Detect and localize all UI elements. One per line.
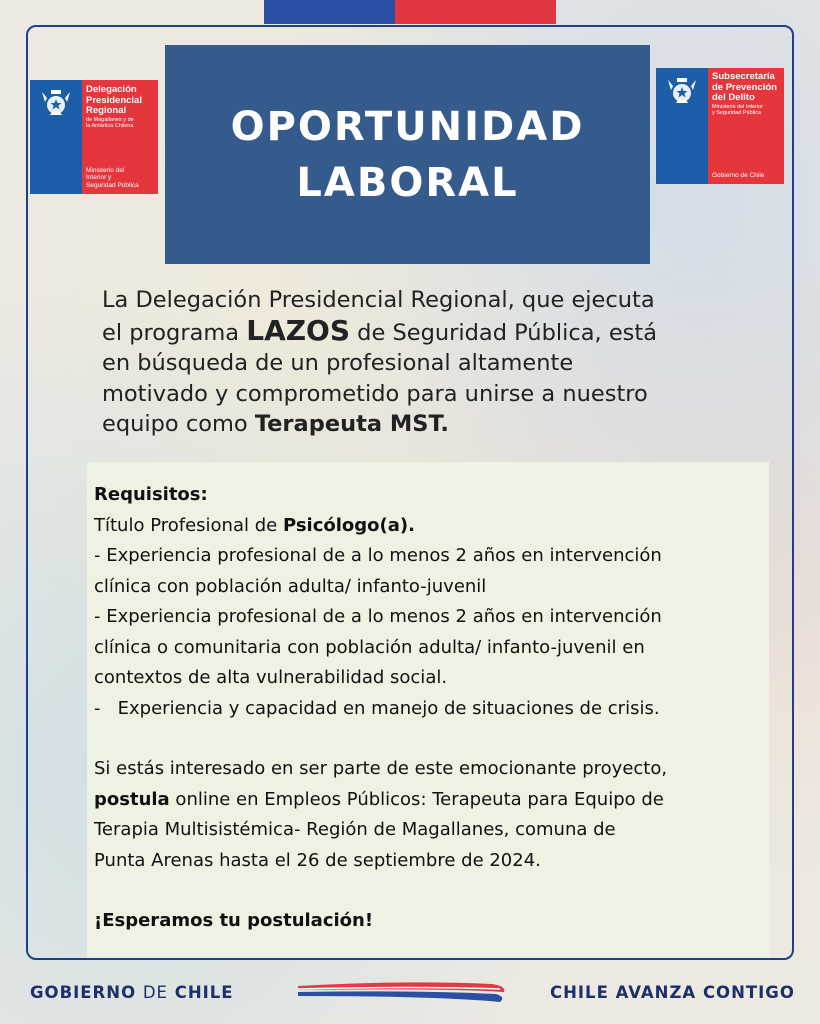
logo-subtitle-line: de Magallanes y de	[86, 116, 134, 123]
requirement-line: clínica o comunitaria con población adulta/ infanto-juvenil en	[94, 636, 645, 658]
spacer	[94, 876, 769, 906]
requirements-heading: Requisitos:	[94, 484, 208, 505]
intro-line	[102, 409, 742, 440]
intro-line: motivado y comprometido para unirse a nuestro	[102, 380, 648, 407]
requirement-line: clínica con población adulta/ infanto-juvenil	[94, 575, 487, 597]
logo-ministry-line: Seguridad Pública	[86, 181, 139, 189]
flag-blue-segment	[264, 0, 395, 24]
footer-word: CHILE	[167, 983, 234, 1002]
title-line-2: LABORAL	[296, 159, 519, 206]
footer-word: DE	[142, 983, 168, 1002]
closing-message: ¡Esperamos tu postulación!	[94, 910, 374, 931]
intro-text: equipo como	[102, 411, 255, 437]
title-line-1: OPORTUNIDAD	[230, 103, 585, 150]
footer-government-label	[30, 983, 234, 1002]
logo-title-line: de Prevención	[712, 81, 777, 93]
logo-ministry-line: Ministerio del	[86, 166, 125, 174]
logo-subtitle-line: la Antártica Chilena	[86, 123, 134, 129]
requirement-line: - Experiencia y capacidad en manejo de situaciones de crisis.	[94, 697, 660, 719]
logo-title-line: del Delito	[712, 92, 755, 103]
intro-text: el programa	[102, 319, 247, 346]
apply-text: online en Empleos Públicos: Terapeuta para Equipo de	[169, 788, 664, 810]
requirement-line	[94, 511, 769, 542]
logo-title-line: Subsecretaría	[712, 71, 775, 82]
flag-red-segment	[395, 0, 556, 24]
profession-name: Psicólogo(a).	[282, 514, 415, 536]
top-flag-bar	[264, 0, 556, 24]
logo-government-line: Gobierno de Chile	[712, 171, 765, 179]
logo-title-line: Delegación	[86, 84, 137, 95]
requirements-panel	[87, 462, 769, 958]
spacer	[94, 724, 769, 754]
flag-swoosh-icon	[296, 978, 508, 1004]
logo-red-panel	[82, 80, 158, 194]
intro-text: de Seguridad Pública, está	[350, 319, 657, 346]
program-name: LAZOS	[246, 313, 351, 347]
footer-word: GOBIERNO	[30, 983, 143, 1002]
chile-coat-of-arms-icon	[662, 76, 702, 106]
apply-line: Si estás interesado en ser parte de este emocionante proyecto,	[94, 758, 668, 779]
requirement-line: contextos de alta vulnerabilidad social.	[94, 667, 448, 688]
logo-subtitle-line: y Seguridad Pública	[712, 110, 761, 116]
logo-ministry-line: Interior y	[86, 174, 112, 181]
job-title: Terapeuta MST.	[254, 411, 449, 437]
intro-line	[102, 313, 742, 349]
intro-line: La Delegación Presidencial Regional, que ejecuta	[102, 287, 655, 313]
requirement-line: - Experiencia profesional de a lo menos 2 años en intervención	[94, 606, 662, 627]
subsecretaria-logo	[656, 68, 784, 184]
logo-blue-panel	[656, 68, 708, 184]
apply-line: Terapia Multisistémica- Región de Magallanes, comuna de	[94, 819, 616, 840]
intro-line: en búsqueda de un profesional altamente	[102, 350, 574, 376]
intro-paragraph	[102, 285, 742, 440]
logo-subtitle-line: Ministerio del Interior	[712, 103, 764, 110]
logo-blue-panel	[30, 80, 82, 194]
title-banner	[165, 45, 650, 264]
requirement-line: - Experiencia profesional de a lo menos 2 años en intervención	[94, 545, 662, 566]
logo-title-line: Presidencial	[86, 94, 142, 106]
footer-slogan: CHILE AVANZA CONTIGO	[550, 983, 795, 1002]
apply-line	[94, 785, 769, 816]
chile-coat-of-arms-icon	[36, 88, 76, 118]
logo-title-line: Regional	[86, 105, 127, 116]
delegacion-logo	[30, 80, 158, 194]
apply-line: Punta Arenas hasta el 26 de septiembre de 2024.	[94, 849, 541, 871]
apply-keyword: postula	[94, 788, 170, 810]
requirement-text: Título Profesional de	[94, 514, 283, 536]
logo-red-panel	[708, 68, 784, 184]
